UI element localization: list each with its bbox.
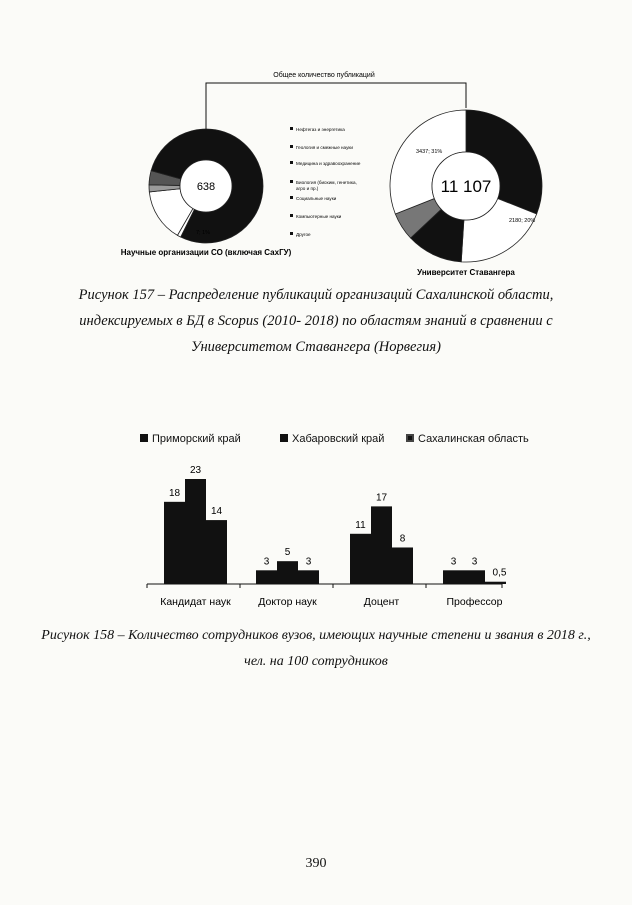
donut-chart-left	[149, 129, 263, 243]
bar	[371, 506, 392, 584]
bar	[277, 561, 298, 584]
legend-swatch	[280, 434, 288, 442]
data-label: 5	[284, 547, 291, 559]
bar	[164, 502, 185, 584]
data-label: 3	[471, 556, 478, 568]
legend-label: Медицина и здравоохранение	[296, 161, 361, 166]
bar	[464, 570, 485, 584]
donut-total-label: 11 107	[440, 177, 492, 196]
figure-158-bar-chart	[0, 450, 632, 620]
chart-title: Общее количество публикаций	[273, 72, 375, 79]
data-label: 14	[210, 506, 223, 518]
bar	[206, 520, 227, 584]
legend-swatch	[290, 196, 293, 199]
page-number: 390	[305, 856, 327, 871]
legend-label: Геология и смежные науки	[296, 145, 353, 150]
category-label: Профессор	[446, 596, 503, 608]
legend-label: Нефтегаз и энергетика	[296, 127, 345, 132]
donut-chart-right	[390, 110, 542, 262]
donut-total-label: 638	[196, 181, 216, 193]
bar	[185, 479, 206, 584]
legend-label: Приморский край	[152, 433, 241, 445]
legend-swatch	[290, 180, 293, 183]
legend-label: Другое	[296, 232, 311, 237]
bar	[256, 570, 277, 584]
legend-swatch	[290, 145, 293, 148]
legend-item	[406, 433, 529, 445]
legend-swatch	[290, 127, 293, 130]
legend-label: агро и пр.)	[296, 186, 319, 191]
legend-label: Биология (биохим, генетика,	[296, 180, 357, 185]
legend-label: Социальные науки	[296, 196, 337, 201]
chart-legend-158	[140, 433, 560, 451]
data-label: 18	[168, 487, 181, 499]
figure-caption-157: Рисунок 157 – Распределение публикаций организаций Сахалинской области, индексируемых в БД в Scopus (2010- 2018) по областям знаний в сравнении с Университетом Ставангера (Норвегия)	[78, 287, 554, 355]
data-label: 3	[305, 556, 312, 568]
category-label: Кандидат наук	[160, 596, 231, 608]
data-label: 23	[189, 465, 202, 476]
legend-swatch	[406, 434, 414, 442]
legend-label: Хабаровский край	[292, 433, 385, 445]
bar	[443, 570, 464, 584]
legend-label: Сахалинская область	[418, 433, 529, 445]
series-name-left: Научные организации СО (включая СахГУ)	[120, 248, 292, 257]
slice-label: 7; 1%	[196, 230, 211, 236]
series-name-right: Университет Ставангера	[417, 268, 515, 277]
chart-legend	[290, 127, 361, 237]
bar	[298, 570, 319, 584]
category-label: Доктор наук	[258, 596, 317, 608]
bar	[350, 534, 371, 584]
slice-label: 3437; 31%	[416, 149, 443, 155]
data-label: 0,5	[492, 567, 507, 579]
legend-item	[140, 433, 241, 445]
bar	[392, 547, 413, 584]
category-label: Доцент	[363, 596, 400, 608]
legend-swatch	[290, 214, 293, 217]
data-label: 3	[450, 556, 457, 568]
data-label: 11	[355, 519, 366, 531]
legend-swatch	[290, 232, 293, 235]
bar	[485, 582, 506, 584]
data-label: 8	[399, 533, 406, 545]
data-label: 3	[263, 556, 270, 568]
legend-label: Компьютерные науки	[296, 214, 342, 219]
figure-caption-158: Рисунок 158 – Количество сотрудников вузов, имеющих научные степени и звания в 2018 г., чел. на 100 сотрудников	[41, 628, 591, 669]
legend-item	[280, 433, 384, 445]
slice-label: 2180; 20%	[509, 218, 536, 224]
data-label: 17	[375, 492, 388, 504]
legend-swatch	[290, 161, 293, 164]
legend-swatch	[140, 434, 148, 442]
figure-157-donut-charts	[0, 0, 632, 280]
